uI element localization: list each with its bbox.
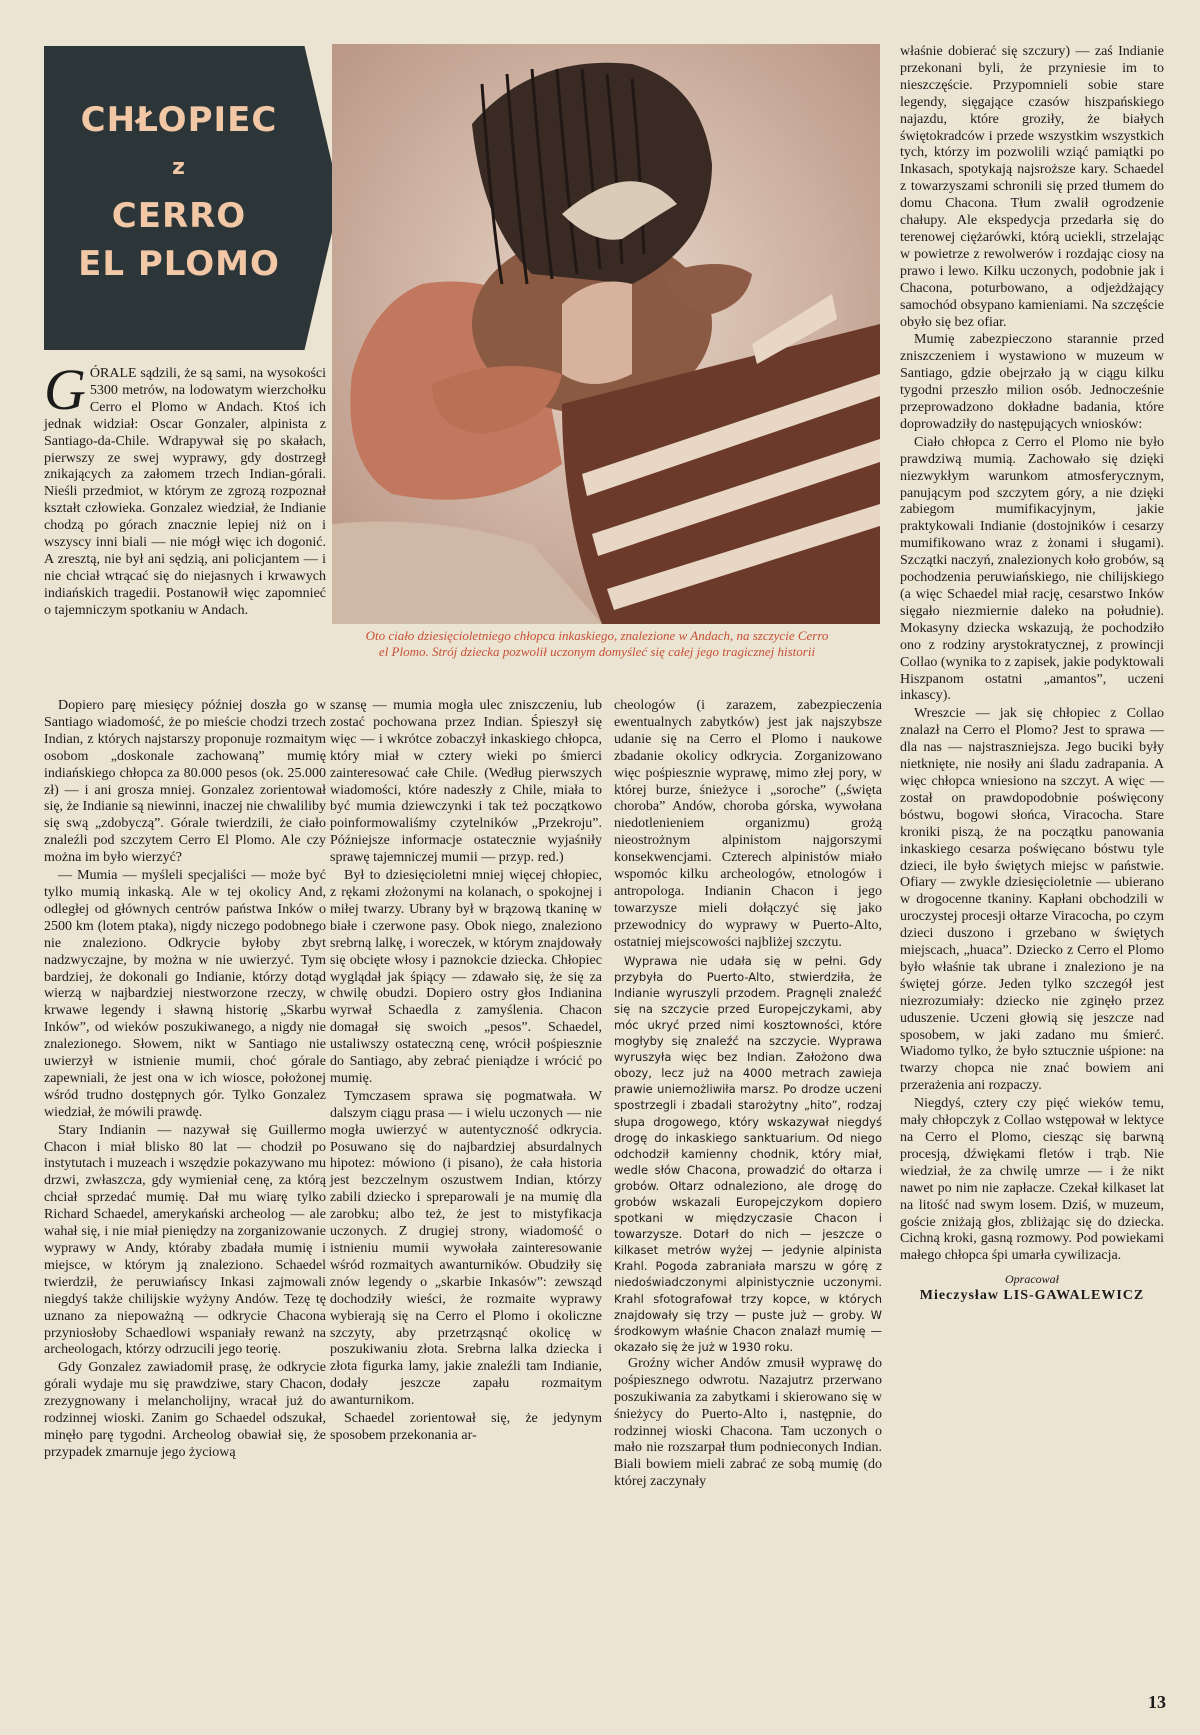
small-print-block	[614, 953, 882, 1355]
paragraph: cheologów (i zarazem, zabezpieczenia ewentualnych zabytków) jest jak najszybsze udanie się na Cerro el Plomo i naukowe zbadanie okolicy odkrycia. Zorganizowano więc pośpiesznie wyprawę, mimo złej pory, w której burze, śnieżyce i „soroche” („święta choroba” Andów, choroba górska, wywołana niedotlenieniem organizmu) grożą nieostrożnym alpinistom najgorszymi konsekwencjami. Czterech alpinistów miało wspomóc kilku archeologów, etnologów i antropologa. Indianin Chacon i jego towarzysze mieli dołączyć się jako przewodnicy do wyprawy w Puerto-Alto, ostatniej miejscowości najbliżej szczytu.	[614, 698, 882, 950]
intro-column	[44, 357, 326, 621]
column-3	[614, 698, 882, 1492]
paragraph: Groźny wicher Andów zmusił wyprawę do pośpiesznego odwrotu. Nazajutrz przerwano poszukiwania za zabytkami i skierowano się w śnieżycy do Puerto-Alto i, następnie, do rodzinnej wioski Chacona. Tam uczonych o mało nie rozszarpał tłum podnieconych Indian. Biali bowiem mieli zabrać ze sobą mumię (do której zaczynały	[614, 1355, 882, 1490]
column-2	[330, 698, 602, 1446]
paragraph: Mumię zabezpieczono starannie przed zniszczeniem i wystawiono w muzeum w Santiago, gdzie obejrzało ją w ciągu kilku tygodni przeszło milion osób. Jednocześnie przeprowadzono dokładne badania, które doprowadziły do następujących wniosków:	[900, 332, 1164, 432]
column-1	[44, 698, 326, 1463]
column-4	[900, 44, 1164, 1305]
page-number: 13	[1148, 1692, 1166, 1712]
paragraph: Wreszcie — jak się chłopiec z Collao znalazł na Cerro el Plomo? Jest to sprawa — dla nas — najstraszniejsza. Jego buciki były nietknięte, nie nosiły ani śladu zadrapania. A więc chłopca wniesiono na szczyt. A więc — został on prawdopodobnie poświęcony bóstwu, bogowi słońca, Viracocha. Stare kroniki piszą, że na początku panowania inkaskiego cesarza poświęcano bóstwu tyle dzieci, ile było świętych miejsc w państwie. Ofiary — zwykle dziesięcioletnie — ubierano w drogocenne tkaniny. Kapłani obchodzili w uroczystej procesji ołtarze Viracocha, po czym dzieci duszono i grzebano w świętych miejscach, „huaca”. Dziecko z Cerro el Plomo było właśnie tak ubrane i znaleziono je na świętej górze. Jeden tylko szczegół jest niezrozumiały: dziecko nie zginęło przez uduszenie. Uczeni głowią się jeszcze nad sposobem, w jaki zadano mu śmierć. Wiadomo tylko, że było sztucznie uśpione: na twarzy chopca nie znać bowiem ani przerażenia ani rozpaczy.	[900, 706, 1164, 1094]
mummy-photo-illustration	[332, 44, 880, 624]
author-label: Opracował	[1005, 1272, 1059, 1287]
title-line-4: EL PLOMO	[78, 244, 280, 284]
paragraph: Tymczasem sprawa się pogmatwała. W dalszym ciągu prasa — i wielu uczonych — nie mogła uwierzyć w autentyczność odkrycia. Posuwano się do najbardziej absurdalnych hipotez: mówiono (i pisano), że cała historia jest bezczelnym oszustwem Indian, którzy zabili dziecko i spreparowali je na mumię dla zarobku; albo też, że jest to mistyfikacja uczonych. Z drugiej strony, wiadomość o istnieniu mumii wywołała zainteresowanie wśród rozmaitych awanturników. Obudziły się znów legendy o „skarbie Inkasów”: zewsząd dochodziły wieści, że rozmaite wyprawy wybierają się na Cerro el Plomo i okoliczne szczyty, aby przetrząsnąć okolicę w poszukiwaniu złota. Srebrna lalka dziecka i złota figurka lamy, jakie znaleźli tam Indianie, dodały jeszcze zapału rozmaitym awanturnikom.	[330, 1088, 602, 1409]
author-name: Mieczysław LIS-GAWALEWICZ	[919, 1288, 1145, 1304]
paragraph: szansę — mumia mogła ulec zniszczeniu, lub zostać pochowana przez Indian. Śpieszył się więc — i wkrótce zobaczył inkaskiego chłopca, który miał w cztery wieki po śmierci zainteresować całe Chile. (Według pierwszych wiadomości, które nadeszły z Chile, miała to być mumia dziewczynki i tak też początkowo poinformowaliśmy czytelników „Przekroju”. Późniejsze informacje ostatecznie wyjaśniły sprawę tajemniczej mumii — przyp. red.)	[330, 698, 602, 866]
paragraph: Stary Indianin — nazywał się Guillermo Chacon i miał blisko 80 lat — chodził po instytutach i muzeach i wszędzie pokazywano mu drzwi, zwłaszcza, gdy wymieniał cenę, za którą chciał sprzedać mumię. Dał mu wiarę tylko Richard Schaedel, amerykański archeolog — ale wahał się, i nie miał pieniędzy na zorganizowanie wyprawy w Andy, któraby zbadała mumię i miejsce, w którym ją znaleziono. Schaedel twierdził, że peruwiańscy Inkasi zajmowali niegdyś także chilijskie wyżyny Andów. Tezę tę uznano za niepoważną — odkrycie Chacona przyniosłoby Schaedlowi wspaniały rewanż na archeologach, którzy odrzucili jego teorię.	[44, 1122, 326, 1358]
paragraph: Schaedel zorientował się, że jedynym sposobem przekonania ar-	[330, 1411, 602, 1443]
title-line-2: z	[172, 155, 186, 180]
title-line-3: CERRO	[111, 196, 247, 236]
mummy-photo	[332, 44, 880, 624]
paragraph: Ciało chłopca z Cerro el Plomo nie było prawdziwą mumią. Zachowało się dzięki niezwykłym warunkom atmosferycznym, panującym pod szczytem góry, a nie dzięki zabiegom mumifikacyjnym, jakie praktykowali Indianie (dostojników i cesarzy mumifikowano wraz z żonami i sługami). Szczątki naczyń, znalezionych koło grobów, są pochodzenia peruwiańskiego, nie chilijskiego (a więc Schaedel miał rację, cesarstwo Inków sięgało niezmiernie daleko na południe). Mokasyny dziecka wskazują, że pochodziło ono z rodziny arystokratycznej, z prowincji Collao (wynika to z zapisek, jakie podyktowali Hiszpanom ostatni „amantos”, uczeni inkascy).	[900, 434, 1164, 704]
small-print-paragraph: Wyprawa nie udała się w pełni. Gdy przybyła do Puerto-Alto, stwierdziła, że Indianie wyruszyli przodem. Pragnęli znaleźć się na szczycie przed Europejczykami, aby móc ukryć przed nimi kosztowności, które mogłyby się znaleźć na szczycie. Wyprawa wyruszyła więc bez Indian. Założono dwa obozy, lecz już na 4000 metrach zawieja prawie uniemożliwiła marsz. Po drodze uczeni spostrzegli i zbadali starożytny „hito”, rodzaj słupa drogowego, który wskazywał niegdyś drogę do inkaskiego sanktuarium. Od niego odchodził kamienny chodnik, który miał, wedle słów Chacona, prowadzić do ołtarza i grobów. Ołtarz odnaleziono, ale drogę do grobów wskazali Europejczykom dopiero spotkani w międzyczasie Chacon i towarzysze. Dotarł do nich — jeszcze o kilkaset metrów wyżej — jedynie alpinista Krahl. Pogoda zabraniała marszu w górę z niedoświadczonymi alpinistycznie uczonymi. Krahl sfotografował trzy kopce, w których znajdowały się trzy — puste już — groby. W środkowym właśnie Chacon znalazł mumię — okazało się że już w 1930 roku.	[614, 953, 882, 1354]
intro-text: ÓRALE sądzili, że są sami, na wysokości 5300 metrów, na lodowatym wierzchołku Cerro el Plomo w Andach. Ktoś ich jednak widział: Oscar Gonzaler, alpinista z Santiago-da-Chile. Wdrapywał się po skałach, pierwszy ze swej wyprawy, gdy dostrzegł znikających za załomem trzech Indian-górali. Nieśli przedmiot, w którym ze zgrozą rozpoznał kształt człowieka. Gonzalez wiedział, że Indianie chodzą po górach znacznie lepiej niż on i wszyscy inni biali — nie mógł więc ich dogonić. A zresztą, nie był ani sędzią, ani policjantem — i nie chciał wtrącać się do niejasnych i krwawych indiańskich tragedii. Postanowił więc zapomnieć o tajemniczym spotkaniu w Andach.	[44, 366, 326, 618]
paragraph: Był to dziesięcioletni mniej więcej chłopiec, z rękami złożonymi na kolanach, o spokojnej i miłej twarzy. Ubrany był w brązową tkaninę w białe i czerwone pasy. Obok niego, znaleziono srebrną lalkę, i woreczek, w którym znajdowały się obcięte włosy i paznokcie dziecka. Chłopiec wyglądał jak śpiący — zdawało się, że się za chwilę obudzi. Dopiero ostry głos Indianina wyrwał Schaedla z zamyślenia. Chacon domagał się swoich „pesos”. Schaedel, ustaliwszy ostateczną cenę, wrócił pośpiesznie do Santiago, aby zebrać pieniądze i wrócić po mumię.	[330, 868, 602, 1086]
paragraph: — Mumia — myśleli specjaliści — może być tylko mumią inkaską. Ale w tej okolicy And, odległej od głównych centrów państwa Inków o 2500 km (lotem ptaka), nigdy niczego podobnego nie znaleziono. Odkrycie byłoby zbyt nadzwyczajne, by można w nie uwierzyć. Tym bardziej, że dokonali go Indianie, którzy dotąd wierzą w najbardziej niestworzone rzeczy, w krwawe legendy i sławną historię „Skarbu Inków”, od wieków poszukiwanego, a nigdy nie znalezionego. Słowem, nikt w Santiago nie uwierzył w istnienie mumii, choć górale zapewniali, że jest ona w ich wiosce, położonej wśród trudno dostępnych gór. Tylko Gonzalez wiedział, że mówili prawdę.	[44, 868, 326, 1120]
paragraph: Dopiero parę miesięcy później doszła go w Santiago wiadomość, że po mieście chodzi trzech Indian, z których najstarszy proponuje rozmaitym osobom „doskonale zachowaną” mumię indiańskiego chłopca za 80.000 pesos (ok. 25.000 zł) — i ani grosza mniej. Gonzalez zorientował się, że Indianie są niewinni, inaczej nie chwaliliby się swą „zdobyczą”. Górale twierdzili, że ciało znaleźli pod szczytem Cerro El Plomo. Ale czy można im było wierzyć?	[44, 698, 326, 866]
title-line-1: CHŁOPIEC	[80, 100, 278, 140]
photo-caption: Oto ciało dziesięcioletniego chłopca inkaskiego, znalezione w Andach, na szczycie Cerro el Plomo. Strój dziecka pozwolił uczonym domyśleć się całej jego tragicznej historii	[365, 628, 829, 659]
paragraph: Niegdyś, cztery czy pięć wieków temu, mały chłopczyk z Collao wstępował w lektyce na Cerro el Plomo, ciesząc się barwną procesją, dźwiękami fletów i trąb. Nie wiedział, że za chwilę umrze — i że nikt nawet po nim nie zapłacze. Czekał kilkaset lat na litość nad swym losem. Dziś, w muzeum, goście zniżają głos, zbliżając się do dziecka. Cichną kroki, gasną rozmowy. Pod powiekami małego chłopca śpi umarła cywilizacja.	[900, 1096, 1164, 1264]
article-title	[44, 96, 314, 288]
intro-paragraph	[44, 357, 326, 620]
drop-cap: G	[44, 357, 86, 422]
author-block	[900, 1271, 1164, 1305]
paragraph: Gdy Gonzalez zawiadomił prasę, że odkrycie górali wydaje mu się prawdziwe, stary Chacon, zrezygnowany i melancholijny, wracał już do rodzinnej wioski. Zanim go Schaedel odszukał, minęło parę tygodni. Archeolog obawiał się, że przypadek zmarnuje jego życiową	[44, 1360, 326, 1460]
paragraph: właśnie dobierać się szczury) — zaś Indianie przekonani byli, że przyniesie im to nieszczęście. Przypomnieli sobie stare legendy, sięgające czasów hiszpańskiego najazdu, które groziły, że białych świętokradców i przede wszystkim wszystkich tych, którzy im pozwolili wziąć pamiątki po Inkasach, spotykają najsroższe kary. Schaedel z towarzyszami schronili się przed tłumem do domu Chacona. Tłum zwalił ogrodzenie chałupy. Ale ekspedycja przedarła się do terenowej ciężarówki, którą uciekli, strzelając w powietrze z rewolwerów i rozdając ciosy na prawo i lewo. Kilku uczonych, podobnie jak i Chacona, poturbowano, a odjeżdżający samochód obsypano kamieniami. Na szczęście obyło się bez ofiar.	[900, 44, 1164, 330]
